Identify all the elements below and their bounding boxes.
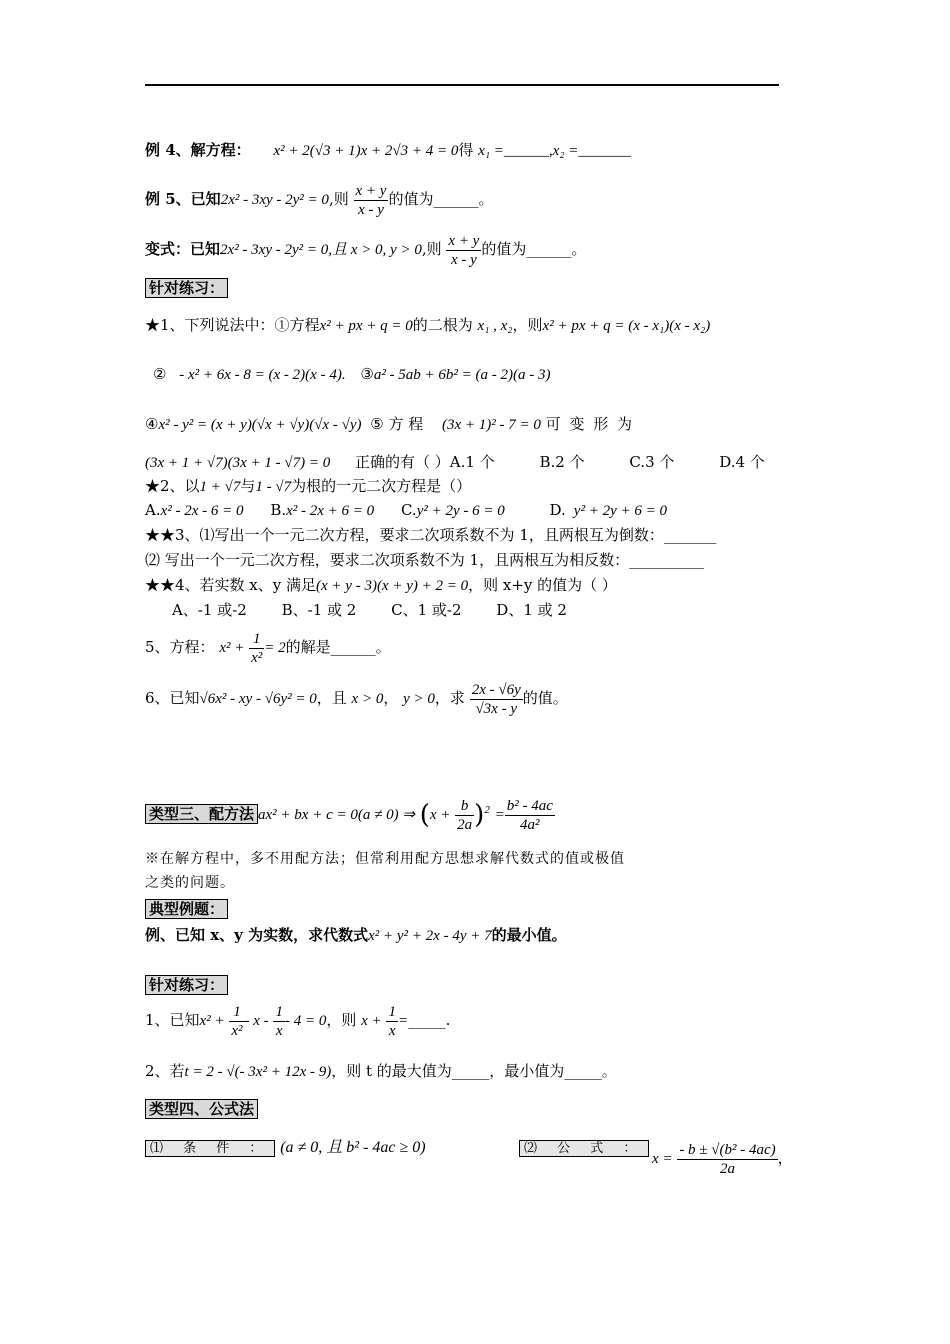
p1-fraction-2 xyxy=(273,1003,285,1040)
q2-option-b-label: B. xyxy=(270,501,287,519)
right-paren: ) xyxy=(474,800,485,830)
example-4-equation: x² + 2(√3 + 1)x + 2√3 + 4 = 0 xyxy=(273,143,459,159)
p1-fraction-1 xyxy=(229,1003,244,1040)
type-4-condition-label: ⑴ 条 件 ： xyxy=(145,1140,275,1157)
p1-eq-2: - x - xyxy=(244,1013,269,1029)
question-4 xyxy=(145,574,617,597)
q5-equation-b: = 2 xyxy=(264,640,286,656)
type-4-condition xyxy=(145,1136,426,1160)
question-3-part-1: ★★3、⑴写出一个一元二次方程，要求二次项系数不为 1，且两根互为倒数：_______ xyxy=(145,526,717,544)
q6-text-e: 的值。 xyxy=(522,689,568,707)
q4-text-b: ，则 x+y 的值为（ ） xyxy=(468,576,617,594)
fraction-numerator: 1 xyxy=(275,1003,283,1020)
question-2 xyxy=(145,475,471,498)
q2-root-1: 1 + √7 xyxy=(199,479,241,495)
q2-option-c: y² + 2y - 6 = 0 xyxy=(416,503,505,519)
q1-item-5-tail: 可 变 形 为 xyxy=(545,415,634,433)
q2-option-d-label: D. xyxy=(549,501,566,519)
typical-example-text-a: 例、已知 x、y 为实数，求代数式 xyxy=(145,926,369,944)
p1-eq-4: x + xyxy=(361,1013,382,1029)
type-4-formula-label-wrap xyxy=(519,1136,649,1160)
fraction-denominator: 2a xyxy=(719,1160,735,1177)
quadratic-formula-fraction xyxy=(677,1141,777,1178)
fraction-denominator: 2a xyxy=(457,816,473,833)
question-1-line-3 xyxy=(145,413,634,436)
q2-text-b: 与 xyxy=(240,477,256,495)
practice-heading-2-text: 针对练习： xyxy=(145,975,228,995)
q1-option-b: B.2 个 xyxy=(539,453,585,471)
q2-option-a-label: A. xyxy=(145,501,161,519)
type-4-heading-text: 类型四、公式法 xyxy=(145,1099,258,1119)
fraction-denominator: x xyxy=(388,1022,396,1039)
q5-fraction xyxy=(249,630,264,667)
example-5-equation: 2x² - 3xy - 2y² = 0 xyxy=(220,192,329,208)
question-1-line-1 xyxy=(145,314,710,337)
q1-equation-a: x² + px + q = 0 xyxy=(319,318,413,334)
type-3-section: 类型三、配方法 ax² + bx + c = 0(a ≠ 0) ⇒ (x + $\frac{b}{2a}$ )$^2$ = $\frac{\text{b² - 4ac}}{\text{4a²}}$ xyxy=(145,786,555,839)
q4-option-d: D、1 或 2 xyxy=(496,601,567,619)
variant-equation: 2x² - 3xy - 2y² = 0 xyxy=(220,242,329,258)
q1-item-4-equation: x² - y² = (x + y)(√x + √y)(√x - √y) xyxy=(158,417,362,433)
variant-fraction xyxy=(446,232,481,269)
question-2-options xyxy=(145,499,667,522)
type-4-condition-text: (a ≠ 0, 且 b² - 4ac ≥ 0) xyxy=(280,1139,426,1156)
q1-item-3-marker: ③ xyxy=(360,365,374,383)
formula-x: x = xyxy=(652,1151,673,1167)
p1-text-b: ，则 xyxy=(326,1011,357,1029)
fraction-numerator: 1 xyxy=(229,1003,244,1022)
fraction-numerator: 2x - √6y xyxy=(471,681,521,698)
q1-text-b: 的二根为 xyxy=(412,316,473,334)
q4-option-c: C、1 或-2 xyxy=(391,601,462,619)
q4-option-b: B、-1 或 2 xyxy=(281,601,357,619)
variant-tail: 的值为______。 xyxy=(481,240,587,258)
fraction-denominator: x - y xyxy=(358,201,384,218)
q1-option-c: C.3 个 xyxy=(629,453,675,471)
question-1-line-2 xyxy=(153,363,551,386)
q6-text-a: 6、已知 xyxy=(145,689,200,707)
quadratic-formula xyxy=(652,1138,793,1179)
q6-condition-y: y > 0 xyxy=(403,691,435,707)
note-line-2: 之类的问题。 xyxy=(145,875,235,891)
example-4-x1: x₁ =______, xyxy=(478,143,553,159)
p2-text-a: 2、若 xyxy=(145,1062,185,1080)
question-4-options xyxy=(172,599,567,621)
q6-equation: √6x² - xy - √6y² = 0 xyxy=(199,691,317,707)
type-3-fraction-2 xyxy=(505,797,555,834)
q2-option-c-label: C. xyxy=(400,501,417,519)
practice-2-question-1 xyxy=(145,1000,450,1041)
type-3-fraction-1 xyxy=(455,797,474,834)
q1-item-4-marker: ④ xyxy=(145,415,159,433)
q6-text-c: ， xyxy=(383,689,399,707)
fraction-denominator: x - y xyxy=(450,251,477,268)
q5-text-b: 的解是______。 xyxy=(285,638,391,656)
example-4-label: 例 4 xyxy=(145,141,176,159)
example-5-label: 例 5 xyxy=(145,190,176,208)
q1-option-a: 正确的有（ ）A.1 个 xyxy=(355,453,495,471)
q4-text-a: ★★4、若实数 x、y 满足 xyxy=(145,576,317,594)
q5-text-a: 5、方程： xyxy=(145,638,215,656)
typical-example-heading-text: 典型例题： xyxy=(145,899,228,919)
type-4-heading xyxy=(145,1098,258,1120)
p1-text-a: 1、已知 xyxy=(145,1011,200,1029)
header-rule xyxy=(145,84,779,86)
typical-example-text-b: 的最小值。 xyxy=(491,926,567,944)
example-5-tail: 的值为______。 xyxy=(388,190,494,208)
p2-text-b: ，则 t 的最大值为_____，最小值为_____。 xyxy=(331,1062,617,1080)
example-5-mid: ,则 xyxy=(328,190,349,208)
question-6 xyxy=(145,678,568,719)
typical-example-expression: x² + y² + 2x - 4y + 7 xyxy=(368,928,492,944)
fraction-numerator: x + y xyxy=(448,232,480,249)
fraction-numerator: - b ± √(b² - 4ac) xyxy=(679,1141,776,1158)
q2-text-a: ★2、以 xyxy=(145,477,200,495)
q1-text-c: ，则 xyxy=(512,316,543,334)
type-3-equation: ax² + bx + c = 0(a ≠ 0) ⇒ xyxy=(258,807,415,823)
q2-text-c: 为根的一元二次方程是（） xyxy=(291,477,472,495)
fraction-numerator: 1 xyxy=(388,1003,396,1020)
example-5-fraction xyxy=(354,182,389,219)
q6-fraction xyxy=(470,681,523,718)
q6-text-b: ，且 xyxy=(316,689,347,707)
variant-condition: ,且 x > 0, y > 0 xyxy=(328,242,422,258)
fraction-numerator: b xyxy=(455,797,474,816)
q1-item-5-transformed: (3x + 1 + √7)(3x + 1 - √7) = 0 xyxy=(145,455,331,471)
q4-equation: (x + y - 3)(x + y) + 2 = 0 xyxy=(316,578,469,594)
practice-heading-1 xyxy=(145,277,228,299)
q6-text-d: ，求 xyxy=(434,689,465,707)
q1-item-2-marker: ② xyxy=(153,365,167,383)
fraction-numerator: b² - 4ac xyxy=(506,797,553,814)
practice-heading-2 xyxy=(145,974,228,996)
fraction-denominator: x² xyxy=(231,1022,243,1039)
typical-example xyxy=(145,924,567,947)
example-4-x2: x₂ =_______ xyxy=(552,143,631,159)
p1-fraction-3 xyxy=(386,1003,398,1040)
p1-eq-1: x² + xyxy=(199,1013,225,1029)
fraction-denominator: √3x - y xyxy=(475,700,517,717)
practice-heading-1-text: 针对练习： xyxy=(145,278,228,298)
q1-factorization: x² + px + q = (x - x₁)(x - x₂) xyxy=(542,318,711,334)
fraction-denominator: 4a² xyxy=(520,816,540,833)
question-3-part-2: ⑵ 写出一个一元二次方程，要求二次项系数不为 1，且两根互为相反数：__________ xyxy=(145,551,705,569)
q1-item-5-equation: (3x + 1)² - 7 = 0 xyxy=(442,417,541,433)
p1-blank: _____. xyxy=(408,1011,451,1029)
variant-label: 变式 xyxy=(145,240,176,258)
q1-text-a: ★1、下列说法中：①方程 xyxy=(145,316,320,334)
p1-eq-3: - 4 = 0 xyxy=(284,1013,327,1029)
q5-equation-a: x² + xyxy=(219,640,245,656)
p2-equation: t = 2 - √(- 3x² + 12x - 9) xyxy=(184,1064,332,1080)
example-4-text: 、解方程： xyxy=(175,141,251,159)
q1-item-3-equation: a² - 5ab + 6b² = (a - 2)(a - 3) xyxy=(373,367,551,383)
example-5-text: 、已知 xyxy=(175,190,221,208)
q2-root-2: 1 - √7 xyxy=(255,479,292,495)
q1-item-5-text: ⑤ 方 程 xyxy=(370,415,424,433)
example-4 xyxy=(145,139,631,162)
variant-mid: ,则 xyxy=(421,240,442,258)
practice-2-question-2 xyxy=(145,1060,617,1083)
q1-item-2-equation: - x² + 6x - 8 = (x - 2)(x - 4). xyxy=(179,367,346,383)
question-1-line-4 xyxy=(145,451,765,474)
example-5 xyxy=(145,179,493,220)
fraction-denominator: x² xyxy=(251,649,263,666)
q1-option-d: D.4 个 xyxy=(719,453,765,471)
type-4-formula-label: ⑵ 公 式 ： xyxy=(519,1140,649,1157)
type-3-heading: 类型三、配方法 xyxy=(145,804,258,824)
fraction-numerator: x + y xyxy=(355,182,387,199)
q4-option-a: A、-1 或-2 xyxy=(172,601,247,619)
q1-roots: x₁ , x₂ xyxy=(477,318,513,334)
q2-option-a: x² - 2x - 6 = 0 xyxy=(160,503,244,519)
variant xyxy=(145,229,586,270)
question-5 xyxy=(145,627,391,668)
q2-option-d: y² + 2y + 6 = 0 xyxy=(573,503,667,519)
note-line-1: ※在解方程中，多不用配方法；但常利用配方思想求解代数式的值或极值 xyxy=(145,851,625,867)
variant-text: ：已知 xyxy=(175,240,221,258)
q2-option-b: x² - 2x + 6 = 0 xyxy=(286,503,375,519)
fraction-numerator: 1 xyxy=(249,630,264,649)
fraction-denominator: x xyxy=(275,1022,283,1039)
example-4-tail: 得 xyxy=(458,141,474,159)
p1-eq-5: = xyxy=(397,1013,409,1029)
left-paren: ( xyxy=(419,800,430,830)
formula-tail: ， xyxy=(777,1149,793,1167)
q6-condition-x: x > 0 xyxy=(351,691,384,707)
typical-example-heading xyxy=(145,898,228,920)
